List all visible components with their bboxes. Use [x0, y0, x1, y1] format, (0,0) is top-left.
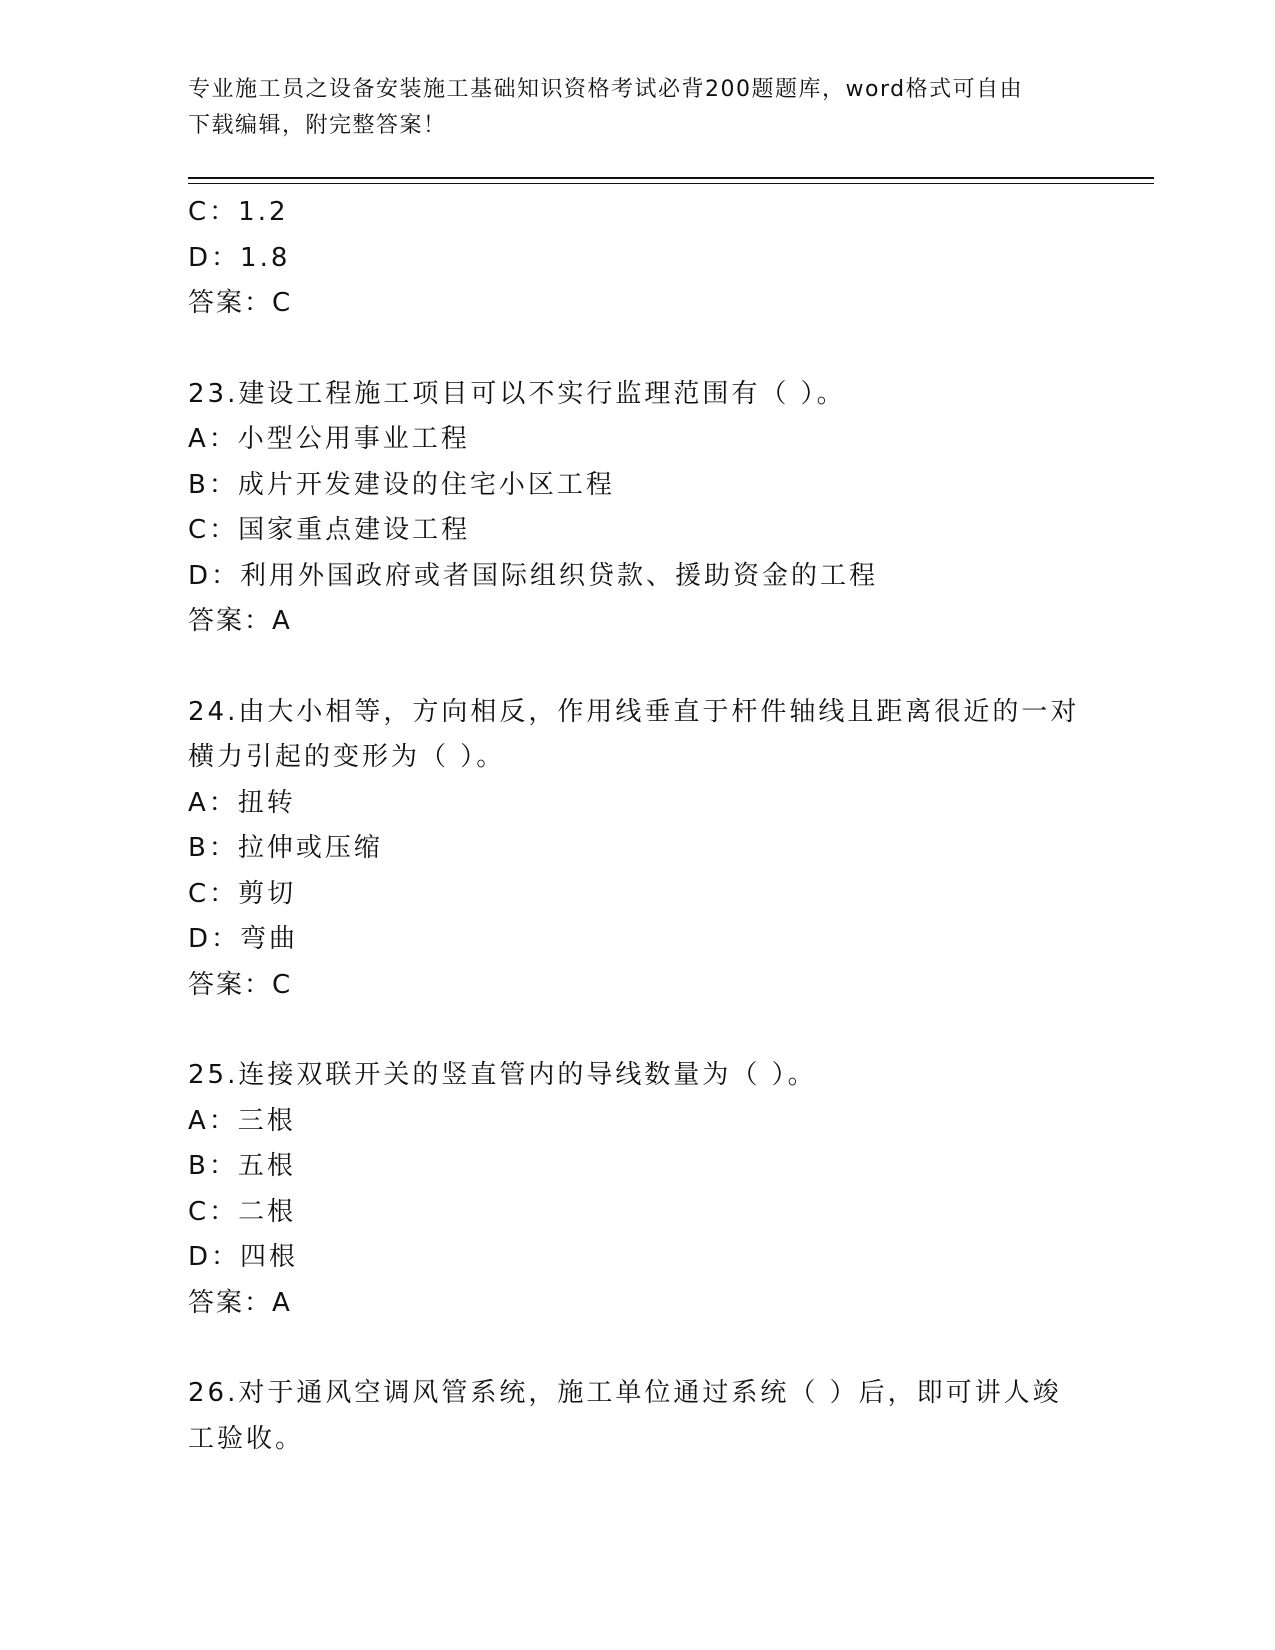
option-a: A：小型公用事业工程 [188, 424, 470, 454]
question-stem-line-1: 26.对于通风空调风管系统，施工单位通过系统（ ）后，即可讲人竣 [188, 1378, 1062, 1408]
question-23 [188, 372, 1088, 645]
option-c: C：剪切 [188, 878, 297, 909]
header-title-line-2: 下载编辑，附完整答案！ [188, 113, 447, 138]
question-26 [188, 1371, 1088, 1462]
question-stem: 25.连接双联开关的竖直管内的导线数量为（ ）。 [188, 1060, 817, 1090]
option-c: C：1.2 [188, 197, 289, 227]
option-d: D：1.8 [188, 242, 291, 273]
question-24 [188, 690, 1088, 1009]
option-a: A：扭转 [188, 787, 296, 818]
option-d: D：弯曲 [188, 924, 299, 954]
option-b: B：拉伸或压缩 [188, 833, 383, 863]
answer: 答案：C [188, 969, 293, 1000]
option-b: B：成片开发建设的住宅小区工程 [188, 469, 615, 500]
option-d: D：四根 [188, 1242, 299, 1272]
spacer [188, 645, 1088, 690]
question-25 [188, 1053, 1088, 1326]
question-stem-line-1: 24.由大小相等，方向相反，作用线垂直于杆件轴线且距离很近的一对 [188, 696, 1080, 727]
spacer [188, 1008, 1088, 1053]
answer: 答案：C [188, 288, 293, 318]
spacer [188, 1326, 1088, 1371]
document-header [188, 72, 1078, 144]
option-c: C：二根 [188, 1196, 297, 1227]
answer: 答案：A [188, 1287, 292, 1318]
header-divider-thick [188, 177, 1154, 179]
spacer [188, 327, 1088, 372]
header-divider-thin [188, 183, 1154, 184]
option-d: D：利用外国政府或者国际组织贷款、援助资金的工程 [188, 560, 879, 591]
question-stem-line-2: 工验收。 [188, 1423, 305, 1454]
question-list [188, 190, 1088, 1462]
option-b: B：五根 [188, 1151, 296, 1181]
question-stem: 23.建设工程施工项目可以不实行监理范围有（ ）。 [188, 378, 846, 409]
question-stem-line-2: 横力引起的变形为（ ）。 [188, 742, 506, 772]
header-title-line-1: 专业施工员之设备安装施工基础知识资格考试必背200题题库，word格式可自由 [188, 77, 1024, 102]
option-c: C：国家重点建设工程 [188, 515, 471, 545]
option-a: A：三根 [188, 1105, 296, 1136]
question-22-continued [188, 190, 1088, 327]
answer: 答案：A [188, 606, 292, 636]
